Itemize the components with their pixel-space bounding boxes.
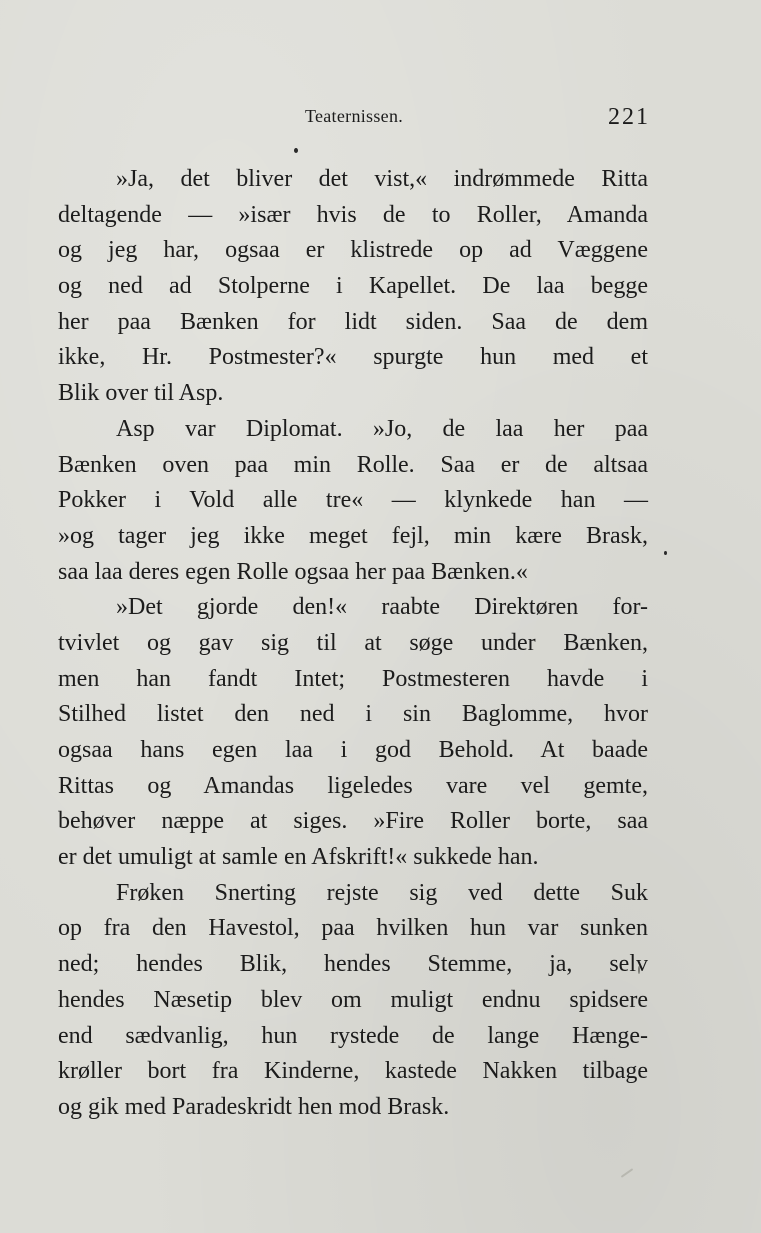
text-line: krøller bort fra Kinderne, kastede Nakken tilbage	[58, 1058, 648, 1085]
text-line: op fra den Havestol, paa hvilken hun var sunken	[58, 915, 648, 942]
text-line: behøver næppe at siges. »Fire Roller borte, saa	[58, 808, 648, 835]
ink-speck	[664, 551, 667, 555]
text-line: men han fandt Intet; Postmesteren havde i	[58, 665, 648, 692]
text-line: er det umuligt at samle en Afskrift!« sukkede han.	[58, 844, 539, 871]
text-line: end sædvanlig, hun rystede de lange Hænge-	[58, 1022, 648, 1049]
page-number: 221	[608, 104, 650, 130]
body-text	[58, 162, 648, 1126]
text-line: og jeg har, ogsaa er klistrede op ad Væggene	[58, 237, 648, 264]
running-title: Teaternissen.	[304, 106, 404, 126]
text-line: ikke, Hr. Postmester?« spurgte hun med et	[58, 344, 648, 371]
text-line: her paa Bænken for lidt siden. Saa de dem	[58, 308, 648, 335]
text-line: saa laa deres egen Rolle ogsaa her paa Bænken.«	[58, 558, 528, 585]
text-line: »Ja, det bliver det vist,« indrømmede Ritta	[116, 166, 648, 192]
text-line: og gik med Paradeskridt hen mod Brask.	[58, 1093, 450, 1120]
text-line: Rittas og Amandas ligeledes vare vel gemte,	[58, 772, 648, 799]
text-line: Stilhed listet den ned i sin Baglomme, hvor	[58, 701, 648, 728]
text-line: »og tager jeg ikke meget fejl, min kære Brask,	[58, 522, 648, 549]
text-line: ned; hendes Blik, hendes Stemme, ja, selv	[58, 951, 648, 978]
text-line: tvivlet og gav sig til at søge under Bænken,	[58, 629, 648, 656]
text-line: Pokker i Vold alle tre« — klynkede han —	[58, 487, 648, 514]
ink-speck	[294, 148, 298, 153]
text-line: hendes Næsetip blev om muligt endnu spidsere	[58, 986, 648, 1013]
text-line: Frøken Snerting rejste sig ved dette Suk	[116, 879, 648, 906]
text-line: Blik over til Asp.	[58, 380, 224, 407]
text-line: og ned ad Stolperne i Kapellet. De laa begge	[58, 273, 648, 300]
text-line: Bænken oven paa min Rolle. Saa er de altsaa	[58, 451, 648, 478]
text-line: Asp var Diplomat. »Jo, de laa her paa	[116, 415, 648, 442]
running-head	[58, 104, 650, 134]
ink-speck	[621, 1168, 634, 1178]
text-line: ogsaa hans egen laa i god Behold. At baade	[58, 737, 648, 763]
text-line: deltagende — »især hvis de to Roller, Amanda	[58, 201, 648, 228]
text-line: »Det gjorde den!« raabte Direktøren for-	[116, 594, 648, 621]
